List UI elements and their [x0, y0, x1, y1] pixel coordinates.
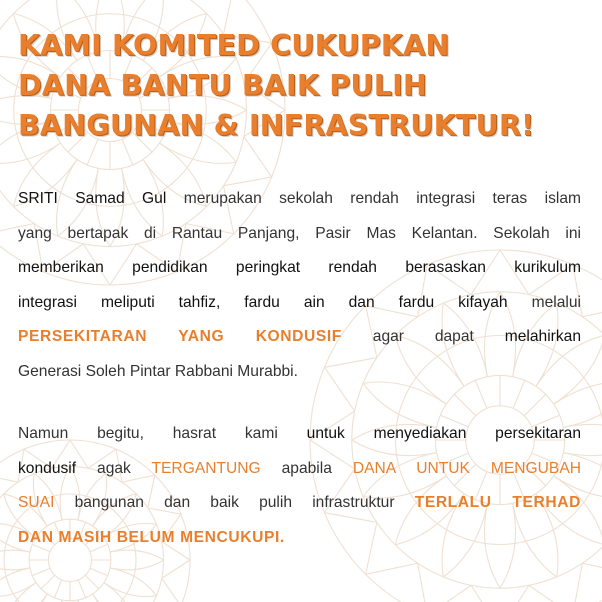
intro-line-4: [18, 286, 581, 321]
intro-line-4-text: integrasi meliputi tahfiz, fardu ain dan fardu kifayah: [18, 293, 508, 311]
intro-line-2: yang bertapak di Rantau Panjang, Pasir Mas Kelantan. Sekolah ini: [18, 224, 581, 242]
headline-line-3: BANGUNAN & INFRASTRUKTUR!: [18, 109, 535, 142]
appeal-line-1: [18, 417, 581, 452]
intro-paragraph: [18, 182, 581, 389]
appeal-line-2-mid: agak: [76, 459, 152, 477]
headline: [18, 26, 588, 146]
appeal-line-4: DAN MASIH BELUM MENCUKUPI.: [18, 528, 285, 546]
appeal-line-1-end: untuk menyediakan persekitaran: [306, 425, 581, 442]
appeal-line-1-start: Namun begitu, hasrat kami: [18, 425, 307, 442]
headline-line-1: KAMI KOMITED CUKUPKAN: [18, 29, 450, 62]
intro-line-5-end: melahirkan: [504, 328, 581, 345]
appeal-line-3-mid: bangunan dan baik pulih infrastruktur: [54, 494, 415, 511]
highlight-kondusif: PERSEKITARAN YANG KONDUSIF: [18, 328, 342, 345]
intro-line-6: Generasi Soleh Pintar Rabbani Murabbi.: [18, 362, 298, 380]
intro-line-3: memberikan pendidikan peringkat rendah berasaskan kurikulum: [18, 259, 581, 276]
appeal-line-2-start: kondusif: [18, 459, 77, 477]
intro-line-1: [18, 182, 581, 217]
appeal-paragraph: [18, 417, 581, 555]
school-name: SRITI Samad Gul: [18, 190, 167, 207]
appeal-line-2-mid2: apabila: [260, 459, 353, 477]
appeal-line-2: [18, 452, 581, 487]
intro-line-4-end: melalui: [507, 293, 581, 311]
appeal-line-3: [18, 486, 581, 521]
highlight-dana: DANA UNTUK MENGUBAH: [352, 459, 581, 477]
headline-line-2: DANA BANTU BAIK PULIH: [18, 69, 427, 102]
highlight-suai: SUAI: [18, 494, 55, 511]
intro-line-5-mid: agar dapat: [341, 328, 505, 345]
highlight-tergantung: TERGANTUNG: [151, 459, 261, 477]
intro-line-1-text: merupakan sekolah rendah integrasi teras islam: [166, 190, 582, 207]
highlight-terlalu-terhad: TERLALU TERHAD: [414, 494, 581, 511]
intro-line-5: [18, 320, 581, 355]
